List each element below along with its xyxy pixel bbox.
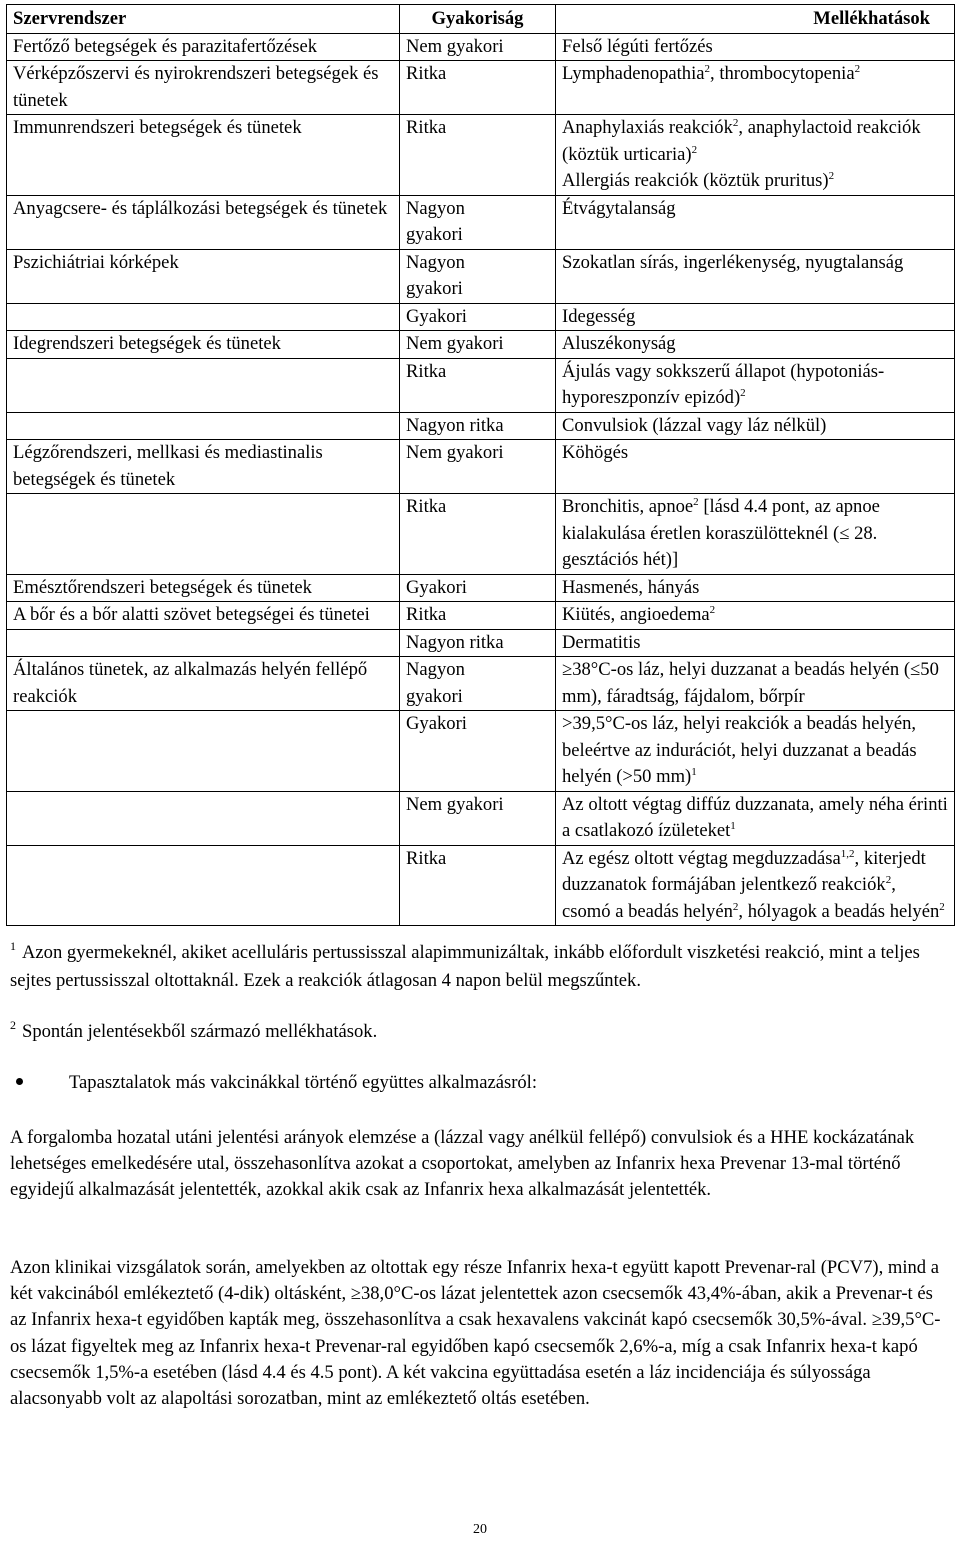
footnote-2: $^2$ Spontán jelentésekből származó mellékhatások.	[10, 1018, 378, 1042]
table-row	[7, 115, 955, 196]
frequency-cell: Gyakori	[400, 711, 556, 792]
effect-cell: Lymphadenopathia$^2$, thrombocytopenia$^2$	[556, 61, 955, 115]
paragraph: Azon klinikai vizsgálatok során, amelyekben az oltottak egy része Infanrix hexa-t együtt kapott Prevenar-ral (PCV7), mind a két vakcinából emlékeztető (4-dik) oltásként, ≥38,0°C-os lázat jelentettek azon csecsemők 43,4%-ában, akik a Prevenar-t és az Infanrix hexa-t egyidőben kapták meg, összehasonlítva a csak hexavalens vakcinát kapó csecsemők 30,5%-ával. ≥39,5°C-os lázat figyeltek meg az Infanrix hexa-t Prevenar-ral egyidőben kapó csecsemők 2,6%-a, míg a csak Infanrix hexa-t kapó csecsemők 1,5%-a esetében (lásd 4.4 és 4.5 pont). A két vakcina együttadása esetén a láz incidenciája és súlyossága alacsonyabb volt az alapoltási sorozatban, mint az emlékeztető oltás esetében.	[10, 1257, 941, 1410]
frequency-cell: Nagyon ritka	[400, 629, 556, 657]
organ-cell: Emésztőrendszeri betegségek és tünetek	[7, 574, 400, 602]
table-row	[7, 711, 955, 792]
frequency-cell: Nagyon gyakori	[400, 657, 556, 711]
header-effects: Mellékhatások	[556, 5, 955, 34]
organ-cell: Anyagcsere- és táplálkozási betegségek és tünetek	[7, 195, 400, 249]
table-row	[7, 657, 955, 711]
header-organ: Szervrendszer	[7, 5, 400, 34]
effect-cell: Anaphylaxiás reakciók$^2$, anaphylactoid reakciók (köztük urticaria)$^2$ Allergiás reakciók (köztük pruritus)$^2$	[556, 115, 955, 196]
organ-cell	[7, 791, 400, 845]
effect-cell: Étvágytalanság	[556, 195, 955, 249]
frequency-cell: Nem gyakori	[400, 440, 556, 494]
organ-cell: Általános tünetek, az alkalmazás helyén fellépő reakciók	[7, 657, 400, 711]
effect-cell: Ájulás vagy sokkszerű állapot (hypotoniás-hyporeszponzív epizód)$^2$	[556, 358, 955, 412]
frequency-cell: Ritka	[400, 494, 556, 575]
effect-cell: Kiütés, angioedema$^2$	[556, 602, 955, 630]
organ-cell: A bőr és a bőr alatti szövet betegségei és tünetei	[7, 602, 400, 630]
frequency-cell: Ritka	[400, 602, 556, 630]
table-header-row	[7, 5, 955, 34]
organ-cell	[7, 494, 400, 575]
table-row	[7, 574, 955, 602]
effect-cell: Idegesség	[556, 303, 955, 331]
table-row	[7, 494, 955, 575]
effect-cell: Hasmenés, hányás	[556, 574, 955, 602]
effect-cell: Dermatitis	[556, 629, 955, 657]
effect-cell: Az egész oltott végtag megduzzadása$^{1,2}$, kiterjedt duzzanatok formájában jelentkező reakciók$^2$, csomó a beadás helyén$^2$, hólyagok a beadás helyén$^2$	[556, 845, 955, 926]
paragraph: A forgalomba hozatal utáni jelentési arányok elemzése a (lázzal vagy anélkül fellépő) convulsiok és a HHE kockázatának lehetséges emelkedésére utal, összehasonlítva azokat a csoportokat, amelyben az Infanrix hexa Prevenar 13-mal történő egyidejű alkalmazását jelentették, azokkal akik csak az Infanrix hexa alkalmazását jelentették.	[10, 1127, 915, 1201]
effect-cell: >39,5°C-os láz, helyi reakciók a beadás helyén, beleértve az indurációt, helyi duzzanat a beadás helyén (>50 mm)$^1$	[556, 711, 955, 792]
table-row	[7, 440, 955, 494]
table-row	[7, 249, 955, 303]
table-row	[7, 303, 955, 331]
effect-cell: Az oltott végtag diffúz duzzanata, amely néha érinti a csatlakozó ízületeket$^1$	[556, 791, 955, 845]
organ-cell: Fertőző betegségek és parazitafertőzések	[7, 33, 400, 61]
effect-cell: Köhögés	[556, 440, 955, 494]
table-row	[7, 358, 955, 412]
table-row	[7, 195, 955, 249]
organ-cell: Idegrendszeri betegségek és tünetek	[7, 331, 400, 359]
header-frequency: Gyakoriság	[400, 5, 556, 34]
organ-cell: Vérképzőszervi és nyirokrendszeri betegségek és tünetek	[7, 61, 400, 115]
adverse-effects-table	[6, 4, 955, 926]
frequency-cell: Ritka	[400, 115, 556, 196]
effect-cell: Bronchitis, apnoe$^2$ [lásd 4.4 pont, az apnoe kialakulása éretlen koraszülötteknél (≤ 28. gesztációs hét)]	[556, 494, 955, 575]
table-row	[7, 33, 955, 61]
frequency-cell: Ritka	[400, 61, 556, 115]
effect-cell: Convulsiok (lázzal vagy láz nélkül)	[556, 412, 955, 440]
effect-cell: ≥38°C-os láz, helyi duzzanat a beadás helyén (≤50 mm), fáradtság, fájdalom, bőrpír	[556, 657, 955, 711]
organ-cell	[7, 711, 400, 792]
footnote-1: $^1$ Azon gyermekeknél, akiket acelluláris pertussisszal alapimmunizáltak, inkább előfordult viszketési reakció, mint a teljes sejtes pertussisszal oltottaknál. Ezek a reakciók átlagosan 4 napon belül megszűntek.	[10, 939, 920, 991]
effect-cell: Felső légúti fertőzés	[556, 33, 955, 61]
bullet-heading: Tapasztalatok más vakcinákkal történő együttes alkalmazásról:	[12, 1070, 537, 1096]
frequency-cell: Gyakori	[400, 574, 556, 602]
frequency-cell: Ritka	[400, 358, 556, 412]
frequency-cell: Gyakori	[400, 303, 556, 331]
table-row	[7, 845, 955, 926]
organ-cell: Légzőrendszeri, mellkasi és mediastinalis betegségek és tünetek	[7, 440, 400, 494]
effect-cell: Aluszékonyság	[556, 331, 955, 359]
table-row	[7, 629, 955, 657]
organ-cell: Immunrendszeri betegségek és tünetek	[7, 115, 400, 196]
organ-cell	[7, 629, 400, 657]
page-number: 20	[473, 1522, 487, 1537]
frequency-cell: Ritka	[400, 845, 556, 926]
frequency-cell: Nagyon gyakori	[400, 195, 556, 249]
bullet-icon	[16, 1078, 23, 1085]
frequency-cell: Nem gyakori	[400, 791, 556, 845]
frequency-cell: Nagyon ritka	[400, 412, 556, 440]
table-row	[7, 791, 955, 845]
effect-cell: Szokatlan sírás, ingerlékenység, nyugtalanság	[556, 249, 955, 303]
organ-cell	[7, 303, 400, 331]
table-row	[7, 331, 955, 359]
organ-cell	[7, 845, 400, 926]
table-row	[7, 61, 955, 115]
organ-cell	[7, 412, 400, 440]
frequency-cell: Nem gyakori	[400, 331, 556, 359]
frequency-cell: Nagyon gyakori	[400, 249, 556, 303]
table-row	[7, 602, 955, 630]
table-row	[7, 412, 955, 440]
organ-cell: Pszichiátriai kórképek	[7, 249, 400, 303]
organ-cell	[7, 358, 400, 412]
frequency-cell: Nem gyakori	[400, 33, 556, 61]
